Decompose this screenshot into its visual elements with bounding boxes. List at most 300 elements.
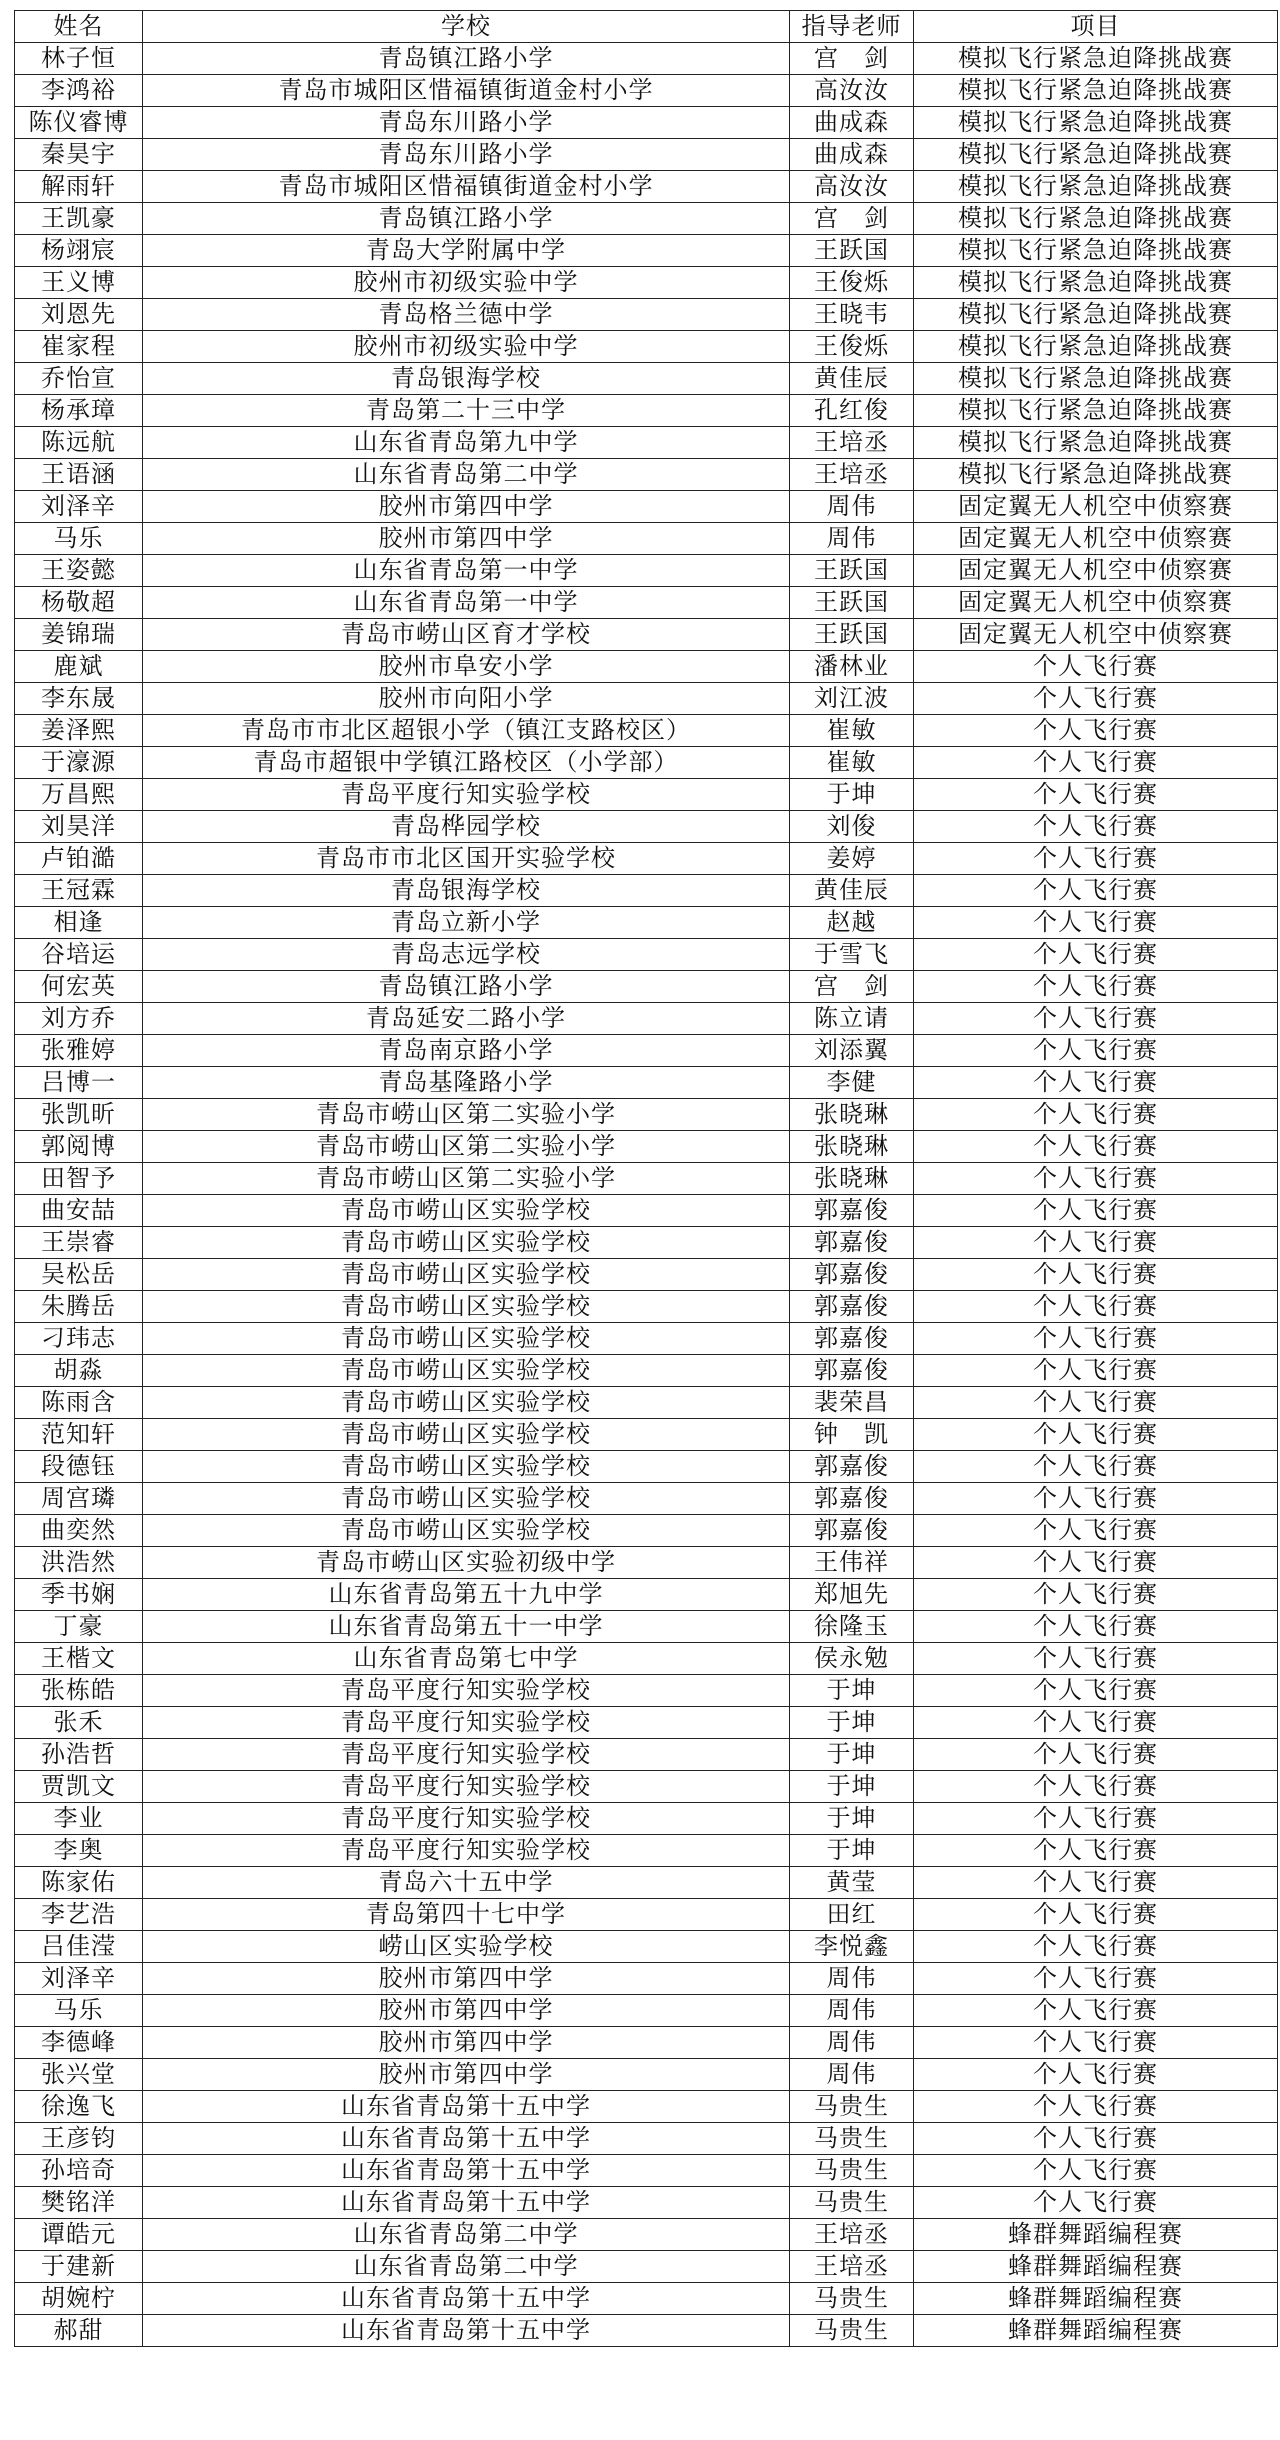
student-name-cell: 张兴堂 [15,2059,143,2091]
student-name-cell: 王姿懿 [15,555,143,587]
teacher-cell: 郭嘉俊 [790,1355,914,1387]
school-cell: 胶州市初级实验中学 [143,267,790,299]
table-row [15,139,1278,171]
school-cell: 青岛六十五中学 [143,1867,790,1899]
teacher-cell: 周伟 [790,2027,914,2059]
teacher-cell: 周伟 [790,2059,914,2091]
student-name-cell: 张雅婷 [15,1035,143,1067]
student-name-cell: 于建新 [15,2251,143,2283]
teacher-cell: 郑旭先 [790,1579,914,1611]
event-cell: 个人飞行赛 [914,1035,1278,1067]
teacher-cell: 张晓琳 [790,1099,914,1131]
student-name-cell: 刘恩先 [15,299,143,331]
student-name-cell: 于濠源 [15,747,143,779]
table-row [15,331,1278,363]
school-cell: 山东省青岛第五十一中学 [143,1611,790,1643]
event-cell: 模拟飞行紧急迫降挑战赛 [914,75,1278,107]
event-cell: 个人飞行赛 [914,1643,1278,1675]
table-row [15,459,1278,491]
event-cell: 个人飞行赛 [914,1099,1278,1131]
student-name-cell: 陈远航 [15,427,143,459]
event-cell: 固定翼无人机空中侦察赛 [914,587,1278,619]
school-cell: 山东省青岛第七中学 [143,1643,790,1675]
teacher-cell: 黄莹 [790,1867,914,1899]
event-cell: 个人飞行赛 [914,2059,1278,2091]
teacher-cell: 陈立请 [790,1003,914,1035]
school-cell: 青岛市崂山区第二实验小学 [143,1099,790,1131]
event-cell: 个人飞行赛 [914,1899,1278,1931]
table-row [15,1803,1278,1835]
student-name-cell: 姜锦瑞 [15,619,143,651]
event-cell: 个人飞行赛 [914,1515,1278,1547]
school-cell: 山东省青岛第十五中学 [143,2155,790,2187]
table-row [15,1675,1278,1707]
event-cell: 模拟飞行紧急迫降挑战赛 [914,139,1278,171]
teacher-cell: 马贵生 [790,2187,914,2219]
teacher-cell: 李悦鑫 [790,1931,914,1963]
teacher-cell: 宫 剑 [790,43,914,75]
school-cell: 青岛市超银中学镇江路校区（小学部） [143,747,790,779]
event-cell: 个人飞行赛 [914,1835,1278,1867]
table-row [15,1867,1278,1899]
table-row [15,1323,1278,1355]
school-cell: 青岛市崂山区实验学校 [143,1451,790,1483]
school-cell: 胶州市第四中学 [143,2027,790,2059]
table-row [15,1547,1278,1579]
event-cell: 模拟飞行紧急迫降挑战赛 [914,395,1278,427]
student-name-cell: 卢铂澔 [15,843,143,875]
school-cell: 青岛平度行知实验学校 [143,1835,790,1867]
school-cell: 青岛基隆路小学 [143,1067,790,1099]
table-row [15,299,1278,331]
event-cell: 个人飞行赛 [914,1675,1278,1707]
teacher-cell: 侯永勉 [790,1643,914,1675]
school-cell: 青岛平度行知实验学校 [143,1707,790,1739]
event-cell: 蜂群舞蹈编程赛 [914,2251,1278,2283]
teacher-cell: 田红 [790,1899,914,1931]
event-cell: 个人飞行赛 [914,1739,1278,1771]
student-name-cell: 徐逸飞 [15,2091,143,2123]
event-cell: 个人飞行赛 [914,1227,1278,1259]
school-cell: 山东省青岛第九中学 [143,427,790,459]
student-name-cell: 李奥 [15,1835,143,1867]
table-row [15,203,1278,235]
event-cell: 个人飞行赛 [914,1131,1278,1163]
table-row [15,267,1278,299]
school-cell: 山东省青岛第十五中学 [143,2123,790,2155]
teacher-cell: 郭嘉俊 [790,1195,914,1227]
student-name-cell: 曲安喆 [15,1195,143,1227]
table-row [15,1355,1278,1387]
table-row [15,2123,1278,2155]
event-cell: 个人飞行赛 [914,1291,1278,1323]
student-name-cell: 王彦钧 [15,2123,143,2155]
student-name-cell: 王义博 [15,267,143,299]
teacher-cell: 王培丞 [790,2219,914,2251]
school-cell: 山东省青岛第十五中学 [143,2283,790,2315]
school-cell: 青岛格兰德中学 [143,299,790,331]
event-cell: 个人飞行赛 [914,1451,1278,1483]
table-row [15,363,1278,395]
table-row [15,1739,1278,1771]
teacher-cell: 郭嘉俊 [790,1483,914,1515]
event-cell: 个人飞行赛 [914,907,1278,939]
table-row [15,939,1278,971]
student-name-cell: 吕佳滢 [15,1931,143,1963]
event-cell: 个人飞行赛 [914,2155,1278,2187]
student-name-cell: 周宫璘 [15,1483,143,1515]
student-name-cell: 李业 [15,1803,143,1835]
event-cell: 个人飞行赛 [914,843,1278,875]
event-cell: 个人飞行赛 [914,1707,1278,1739]
table-row [15,1931,1278,1963]
teacher-cell: 孔红俊 [790,395,914,427]
teacher-cell: 于坤 [790,1675,914,1707]
event-cell: 模拟飞行紧急迫降挑战赛 [914,331,1278,363]
table-row [15,2219,1278,2251]
event-cell: 固定翼无人机空中侦察赛 [914,555,1278,587]
event-cell: 个人飞行赛 [914,875,1278,907]
school-cell: 山东省青岛第十五中学 [143,2315,790,2347]
teacher-cell: 周伟 [790,1995,914,2027]
teacher-cell: 姜婷 [790,843,914,875]
teacher-cell: 周伟 [790,1963,914,1995]
school-cell: 山东省青岛第五十九中学 [143,1579,790,1611]
event-cell: 个人飞行赛 [914,1003,1278,1035]
school-cell: 青岛市崂山区第二实验小学 [143,1131,790,1163]
table-row [15,1195,1278,1227]
teacher-cell: 王伟祥 [790,1547,914,1579]
school-cell: 崂山区实验学校 [143,1931,790,1963]
school-cell: 青岛市崂山区实验学校 [143,1419,790,1451]
student-name-cell: 吕博一 [15,1067,143,1099]
school-cell: 青岛延安二路小学 [143,1003,790,1035]
table-row [15,235,1278,267]
event-cell: 个人飞行赛 [914,2123,1278,2155]
table-row [15,1963,1278,1995]
header-name: 姓名 [15,11,143,43]
student-name-cell: 李德峰 [15,2027,143,2059]
event-cell: 个人飞行赛 [914,715,1278,747]
teacher-cell: 王俊烁 [790,267,914,299]
table-row [15,1387,1278,1419]
school-cell: 青岛志远学校 [143,939,790,971]
school-cell: 胶州市初级实验中学 [143,331,790,363]
school-cell: 青岛第四十七中学 [143,1899,790,1931]
student-name-cell: 胡婉柠 [15,2283,143,2315]
event-cell: 模拟飞行紧急迫降挑战赛 [914,171,1278,203]
table-row [15,1291,1278,1323]
event-cell: 个人飞行赛 [914,747,1278,779]
school-cell: 青岛平度行知实验学校 [143,1803,790,1835]
award-list-table [14,10,1278,2347]
school-cell: 胶州市第四中学 [143,491,790,523]
school-cell: 青岛南京路小学 [143,1035,790,1067]
table-row [15,395,1278,427]
event-cell: 个人飞行赛 [914,1579,1278,1611]
teacher-cell: 张晓琳 [790,1163,914,1195]
event-cell: 蜂群舞蹈编程赛 [914,2219,1278,2251]
school-cell: 胶州市阜安小学 [143,651,790,683]
student-name-cell: 胡淼 [15,1355,143,1387]
table-row [15,587,1278,619]
school-cell: 青岛立新小学 [143,907,790,939]
table-row [15,43,1278,75]
student-name-cell: 刘方乔 [15,1003,143,1035]
table-row [15,1707,1278,1739]
teacher-cell: 曲成森 [790,107,914,139]
event-cell: 个人飞行赛 [914,1387,1278,1419]
student-name-cell: 万昌熙 [15,779,143,811]
teacher-cell: 郭嘉俊 [790,1323,914,1355]
student-name-cell: 王冠霖 [15,875,143,907]
event-cell: 个人飞行赛 [914,1771,1278,1803]
table-row [15,683,1278,715]
student-name-cell: 杨敬超 [15,587,143,619]
table-row [15,1771,1278,1803]
teacher-cell: 王培丞 [790,427,914,459]
teacher-cell: 李健 [790,1067,914,1099]
event-cell: 个人飞行赛 [914,1995,1278,2027]
school-cell: 胶州市向阳小学 [143,683,790,715]
event-cell: 个人飞行赛 [914,1067,1278,1099]
teacher-cell: 高汝汝 [790,171,914,203]
table-row [15,875,1278,907]
student-name-cell: 鹿斌 [15,651,143,683]
table-row [15,907,1278,939]
table-row [15,619,1278,651]
school-cell: 青岛市崂山区实验学校 [143,1259,790,1291]
teacher-cell: 于坤 [790,779,914,811]
student-name-cell: 樊铭洋 [15,2187,143,2219]
teacher-cell: 王跃国 [790,587,914,619]
school-cell: 青岛平度行知实验学校 [143,779,790,811]
teacher-cell: 于雪飞 [790,939,914,971]
table-row [15,651,1278,683]
teacher-cell: 刘添翼 [790,1035,914,1067]
table-row [15,1483,1278,1515]
teacher-cell: 郭嘉俊 [790,1451,914,1483]
event-cell: 模拟飞行紧急迫降挑战赛 [914,235,1278,267]
table-row [15,1835,1278,1867]
teacher-cell: 于坤 [790,1707,914,1739]
table-row [15,1163,1278,1195]
table-row [15,555,1278,587]
teacher-cell: 王跃国 [790,555,914,587]
table-row [15,971,1278,1003]
table-row [15,2155,1278,2187]
school-cell: 青岛市崂山区第二实验小学 [143,1163,790,1195]
student-name-cell: 林子恒 [15,43,143,75]
table-row [15,1035,1278,1067]
event-cell: 个人飞行赛 [914,1931,1278,1963]
teacher-cell: 马贵生 [790,2155,914,2187]
student-name-cell: 何宏英 [15,971,143,1003]
student-name-cell: 张凯昕 [15,1099,143,1131]
event-cell: 个人飞行赛 [914,971,1278,1003]
teacher-cell: 郭嘉俊 [790,1259,914,1291]
event-cell: 模拟飞行紧急迫降挑战赛 [914,107,1278,139]
student-name-cell: 陈雨含 [15,1387,143,1419]
event-cell: 个人飞行赛 [914,1419,1278,1451]
teacher-cell: 于坤 [790,1835,914,1867]
teacher-cell: 马贵生 [790,2283,914,2315]
event-cell: 个人飞行赛 [914,1323,1278,1355]
teacher-cell: 于坤 [790,1739,914,1771]
teacher-cell: 宫 剑 [790,203,914,235]
event-cell: 蜂群舞蹈编程赛 [914,2315,1278,2347]
student-name-cell: 陈仪睿博 [15,107,143,139]
header-event: 项目 [914,11,1278,43]
teacher-cell: 曲成森 [790,139,914,171]
event-cell: 个人飞行赛 [914,2091,1278,2123]
student-name-cell: 田智予 [15,1163,143,1195]
school-cell: 山东省青岛第一中学 [143,555,790,587]
teacher-cell: 王晓韦 [790,299,914,331]
table-row [15,1995,1278,2027]
event-cell: 个人飞行赛 [914,1163,1278,1195]
student-name-cell: 吴松岳 [15,1259,143,1291]
school-cell: 青岛平度行知实验学校 [143,1771,790,1803]
student-name-cell: 李艺浩 [15,1899,143,1931]
student-name-cell: 姜泽熙 [15,715,143,747]
student-name-cell: 谷培运 [15,939,143,971]
student-name-cell: 相逢 [15,907,143,939]
student-name-cell: 杨翊宸 [15,235,143,267]
student-name-cell: 张栋皓 [15,1675,143,1707]
school-cell: 青岛市崂山区实验初级中学 [143,1547,790,1579]
table-row [15,1227,1278,1259]
student-name-cell: 解雨轩 [15,171,143,203]
school-cell: 青岛市崂山区实验学校 [143,1323,790,1355]
teacher-cell: 王俊烁 [790,331,914,363]
event-cell: 个人飞行赛 [914,1867,1278,1899]
student-name-cell: 洪浩然 [15,1547,143,1579]
student-name-cell: 秦昊宇 [15,139,143,171]
teacher-cell: 王跃国 [790,619,914,651]
school-cell: 胶州市第四中学 [143,2059,790,2091]
table-body [15,43,1278,2347]
student-name-cell: 李鸿裕 [15,75,143,107]
event-cell: 个人飞行赛 [914,779,1278,811]
student-name-cell: 郝甜 [15,2315,143,2347]
table-row [15,779,1278,811]
teacher-cell: 于坤 [790,1771,914,1803]
table-row [15,1067,1278,1099]
teacher-cell: 郭嘉俊 [790,1291,914,1323]
student-name-cell: 贾凯文 [15,1771,143,1803]
school-cell: 山东省青岛第二中学 [143,2219,790,2251]
table-row [15,1259,1278,1291]
school-cell: 山东省青岛第二中学 [143,459,790,491]
table-row [15,843,1278,875]
event-cell: 固定翼无人机空中侦察赛 [914,523,1278,555]
event-cell: 个人飞行赛 [914,1547,1278,1579]
school-cell: 青岛大学附属中学 [143,235,790,267]
table-row [15,1451,1278,1483]
event-cell: 个人飞行赛 [914,1483,1278,1515]
school-cell: 青岛平度行知实验学校 [143,1675,790,1707]
teacher-cell: 崔敏 [790,747,914,779]
table-row [15,523,1278,555]
school-cell: 青岛市崂山区实验学校 [143,1227,790,1259]
table-row [15,2027,1278,2059]
student-name-cell: 王凯豪 [15,203,143,235]
event-cell: 蜂群舞蹈编程赛 [914,2283,1278,2315]
school-cell: 青岛市崂山区实验学校 [143,1355,790,1387]
student-name-cell: 乔怡宣 [15,363,143,395]
student-name-cell: 刘泽辛 [15,1963,143,1995]
teacher-cell: 崔敏 [790,715,914,747]
event-cell: 模拟飞行紧急迫降挑战赛 [914,203,1278,235]
student-name-cell: 丁豪 [15,1611,143,1643]
table-row [15,1643,1278,1675]
student-name-cell: 杨承璋 [15,395,143,427]
school-cell: 青岛镇江路小学 [143,43,790,75]
school-cell: 胶州市第四中学 [143,1995,790,2027]
teacher-cell: 郭嘉俊 [790,1227,914,1259]
table-row [15,1899,1278,1931]
school-cell: 青岛东川路小学 [143,107,790,139]
school-cell: 青岛市崂山区实验学校 [143,1195,790,1227]
school-cell: 青岛银海学校 [143,875,790,907]
school-cell: 山东省青岛第二中学 [143,2251,790,2283]
student-name-cell: 孙浩哲 [15,1739,143,1771]
teacher-cell: 张晓琳 [790,1131,914,1163]
table-row [15,107,1278,139]
table-row [15,1611,1278,1643]
school-cell: 胶州市第四中学 [143,1963,790,1995]
teacher-cell: 赵越 [790,907,914,939]
event-cell: 固定翼无人机空中侦察赛 [914,619,1278,651]
event-cell: 个人飞行赛 [914,1259,1278,1291]
event-cell: 个人飞行赛 [914,1963,1278,1995]
event-cell: 模拟飞行紧急迫降挑战赛 [914,43,1278,75]
table-row [15,2283,1278,2315]
table-row [15,1003,1278,1035]
student-name-cell: 郭阅博 [15,1131,143,1163]
event-cell: 个人飞行赛 [914,811,1278,843]
event-cell: 个人飞行赛 [914,1355,1278,1387]
school-cell: 青岛市城阳区惜福镇街道金村小学 [143,171,790,203]
school-cell: 青岛市市北区国开实验学校 [143,843,790,875]
school-cell: 山东省青岛第十五中学 [143,2091,790,2123]
event-cell: 个人飞行赛 [914,939,1278,971]
student-name-cell: 朱腾岳 [15,1291,143,1323]
teacher-cell: 马贵生 [790,2123,914,2155]
table-row [15,427,1278,459]
table-row [15,1131,1278,1163]
teacher-cell: 郭嘉俊 [790,1515,914,1547]
school-cell: 青岛桦园学校 [143,811,790,843]
table-row [15,2315,1278,2347]
student-name-cell: 马乐 [15,1995,143,2027]
event-cell: 个人飞行赛 [914,651,1278,683]
student-name-cell: 张禾 [15,1707,143,1739]
teacher-cell: 周伟 [790,523,914,555]
student-name-cell: 王楷文 [15,1643,143,1675]
student-name-cell: 刘昊洋 [15,811,143,843]
school-cell: 青岛市市北区超银小学（镇江支路校区） [143,715,790,747]
event-cell: 模拟飞行紧急迫降挑战赛 [914,299,1278,331]
event-cell: 模拟飞行紧急迫降挑战赛 [914,427,1278,459]
table-row [15,75,1278,107]
student-name-cell: 谭皓元 [15,2219,143,2251]
school-cell: 青岛镇江路小学 [143,971,790,1003]
teacher-cell: 裴荣昌 [790,1387,914,1419]
table-row [15,747,1278,779]
event-cell: 模拟飞行紧急迫降挑战赛 [914,363,1278,395]
